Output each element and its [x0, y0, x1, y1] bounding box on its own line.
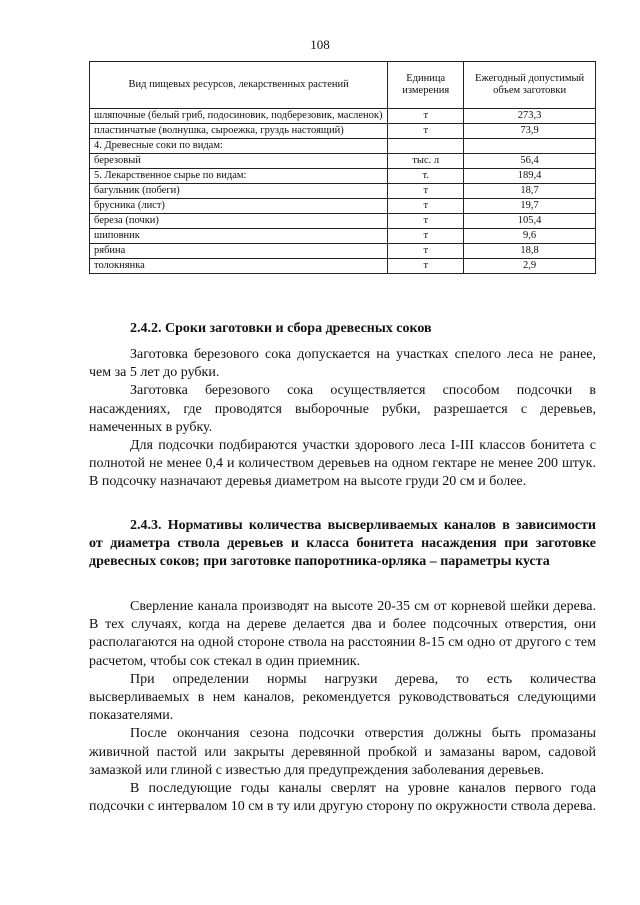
unit-cell: тыс. л — [388, 154, 464, 169]
resource-name-cell: рябина — [90, 244, 388, 259]
volume-cell: 9,6 — [464, 229, 596, 244]
unit-cell: т — [388, 244, 464, 259]
volume-cell: 73,9 — [464, 124, 596, 139]
header-annual-volume: Ежегодный допустимый объем заготовки — [464, 62, 596, 109]
section-2-4-3-text — [89, 598, 596, 816]
volume-cell — [464, 139, 596, 154]
section-2-4-2-text — [89, 346, 596, 492]
unit-cell: т — [388, 259, 464, 274]
volume-cell: 2,9 — [464, 259, 596, 274]
unit-cell: т — [388, 199, 464, 214]
table-body — [90, 109, 596, 274]
header-unit: Единица измерения — [388, 62, 464, 109]
section-heading-2-4-3 — [89, 517, 596, 572]
table-row — [90, 169, 596, 184]
table-row — [90, 199, 596, 214]
resource-name-cell: шиповник — [90, 229, 388, 244]
resource-name-cell: багульник (побеги) — [90, 184, 388, 199]
paragraph: Заготовка березового сока осуществляется способом подсочки в насаждениях, где проводятся выборочные рубки, разрешается с деревьев, намеченных в рубку. — [89, 383, 596, 435]
table-row — [90, 184, 596, 199]
resources-table — [89, 61, 596, 274]
resource-name-cell: брусника (лист) — [90, 199, 388, 214]
resource-name-cell: березовый — [90, 154, 388, 169]
section-heading-2-4-2: 2.4.2. Сроки заготовки и сбора древесных соков — [130, 321, 432, 336]
volume-cell: 189,4 — [464, 169, 596, 184]
table-header-row — [90, 62, 596, 109]
volume-cell: 105,4 — [464, 214, 596, 229]
paragraph: Для подсочки подбираются участки здорового леса I-III классов бонитета с полнотой не менее 0,4 и количеством деревьев на одном гектаре не менее 200 штук. В подсочку назначают деревья диаметром на высоте груди 20 см и более. — [89, 438, 596, 490]
table-row — [90, 124, 596, 139]
section-heading-2-4-3-text: 2.4.3. Нормативы количества высверливаемых каналов в зависимости от диаметра ствола деревьев и класса бонитета насаждения при заготовке древесных соков; при заготовке папоротника-орляка – параметры куста — [89, 518, 596, 570]
unit-cell: т — [388, 214, 464, 229]
paragraph: При определении нормы нагрузки дерева, то есть количества высверливаемых в нем каналов, рекомендуется руководствоваться следующими показателями. — [89, 671, 596, 724]
paragraph: После окончания сезона подсочки отверстия должны быть промазаны живичной пастой или закрыты деревянной пробкой и замазаны варом, садовой замазкой или глиной с известью для предупреждения заболевания деревьев. — [89, 726, 596, 778]
resource-name-cell: толокнянка — [90, 259, 388, 274]
paragraph: Заготовка березового сока допускается на участках спелого леса не ранее, чем за 5 лет до рубки. — [89, 347, 596, 381]
paragraph: В последующие годы каналы сверлят на уровне каналов первого года подсочки с интервалом 10 см в ту или другую сторону по окружности ствола дерева. — [89, 781, 596, 815]
header-resource-type: Вид пищевых ресурсов, лекарственных растений — [90, 62, 388, 109]
volume-cell: 18,7 — [464, 184, 596, 199]
resource-name-cell: пластинчатые (волнушка, сыроежка, груздь настоящий) — [90, 124, 388, 139]
page-number: 108 — [310, 37, 330, 52]
resource-name-cell: шляпочные (белый гриб, подосиновик, подберезовик, масленок) — [90, 109, 388, 124]
unit-cell: т — [388, 124, 464, 139]
resource-name-cell: береза (почки) — [90, 214, 388, 229]
table-row — [90, 109, 596, 124]
table-row — [90, 229, 596, 244]
unit-cell: т — [388, 109, 464, 124]
unit-cell: т. — [388, 169, 464, 184]
unit-cell — [388, 139, 464, 154]
resource-name-cell: 4. Древесные соки по видам: — [90, 139, 388, 154]
volume-cell: 273,3 — [464, 109, 596, 124]
resource-name-cell: 5. Лекарственное сырье по видам: — [90, 169, 388, 184]
unit-cell: т — [388, 229, 464, 244]
volume-cell: 56,4 — [464, 154, 596, 169]
volume-cell: 19,7 — [464, 199, 596, 214]
table-row — [90, 259, 596, 274]
table-row — [90, 244, 596, 259]
table-row — [90, 139, 596, 154]
table-row — [90, 214, 596, 229]
volume-cell: 18,8 — [464, 244, 596, 259]
paragraph: Сверление канала производят на высоте 20-35 см от корневой шейки дерева. В тех случаях, когда на дереве делается два и более подсочных отверстия, они располагаются на одной стороне ствола на расстоянии 8-15 см одно от другого с тем расчетом, чтобы сок стекал в один приемник. — [89, 599, 596, 669]
unit-cell: т — [388, 184, 464, 199]
table-row — [90, 154, 596, 169]
